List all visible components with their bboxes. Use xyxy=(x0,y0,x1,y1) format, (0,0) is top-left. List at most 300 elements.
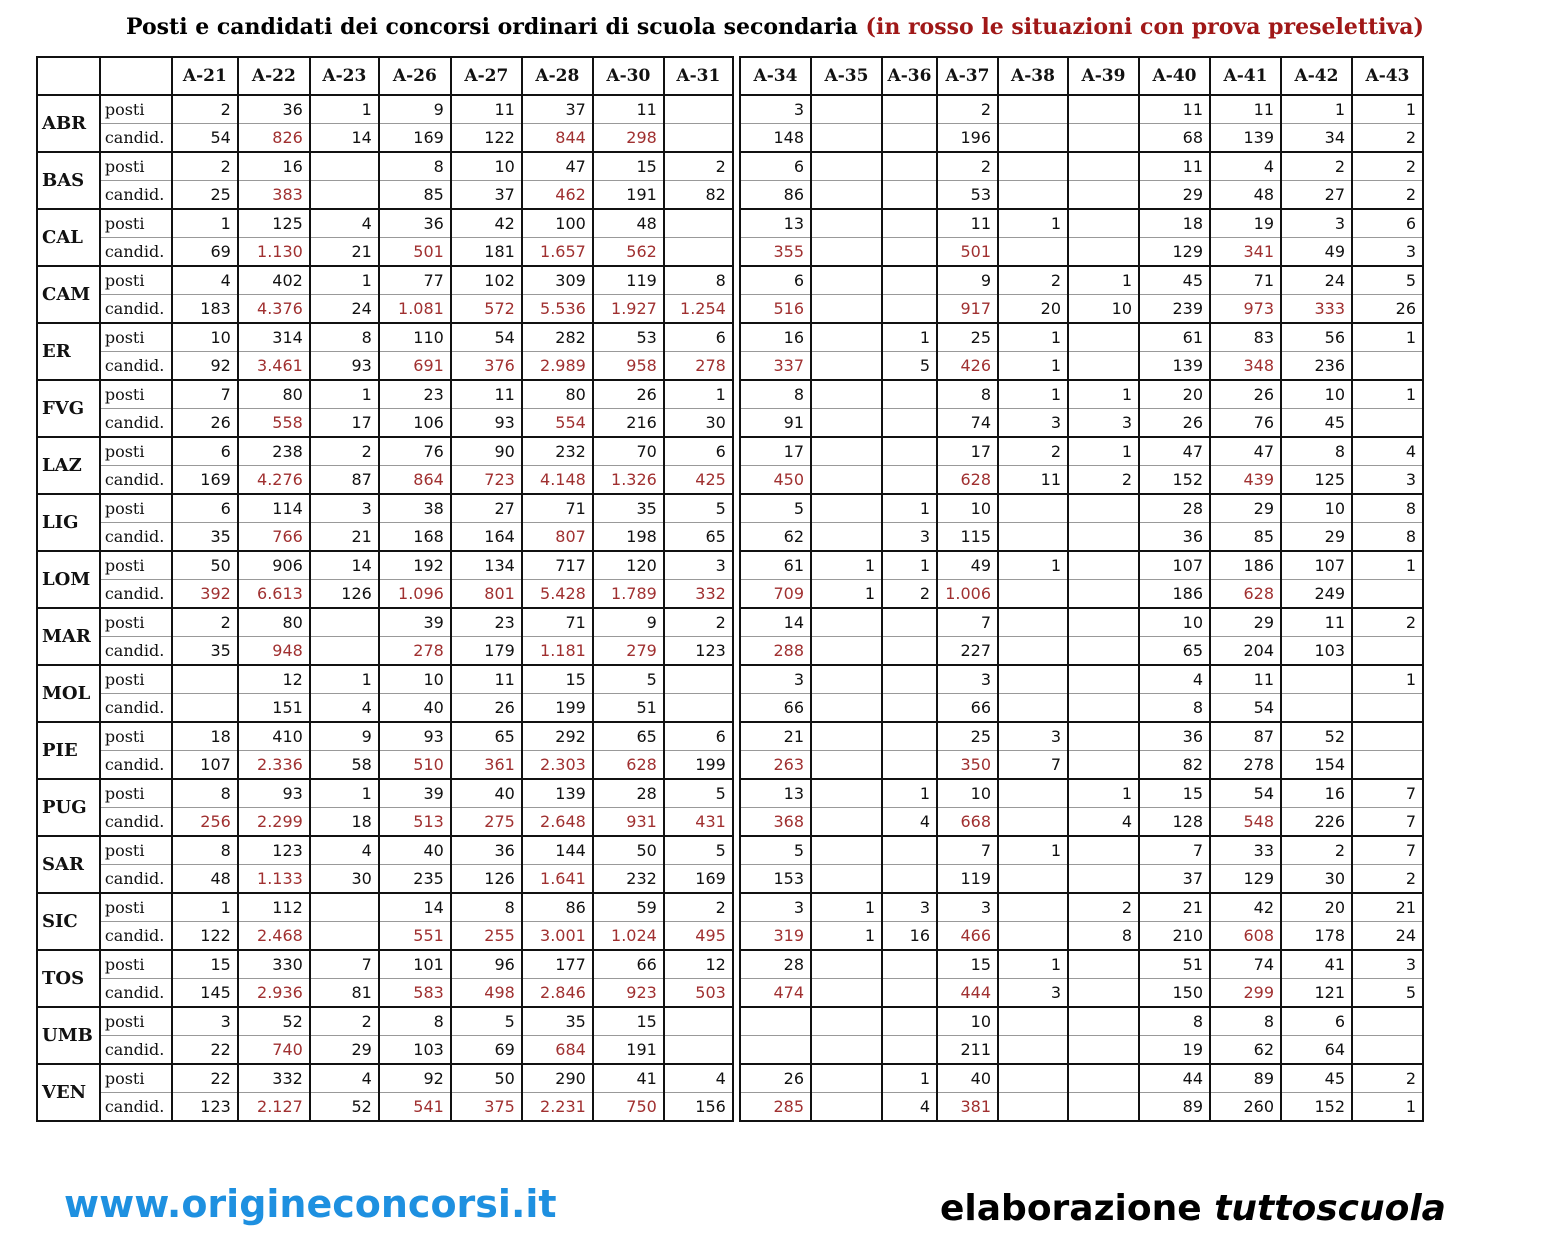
candid-cell: 49 xyxy=(1281,238,1352,267)
table-row xyxy=(37,352,733,381)
posti-cell: 309 xyxy=(522,266,593,295)
candid-cell xyxy=(811,637,882,666)
right-header-row xyxy=(740,57,1423,95)
candid-cell xyxy=(1068,979,1139,1008)
table-row xyxy=(37,124,733,153)
posti-cell: 77 xyxy=(379,266,451,295)
posti-cell: 1 xyxy=(998,836,1068,865)
candid-cell: 439 xyxy=(1210,466,1281,495)
candid-cell: 36 xyxy=(1139,523,1210,552)
posti-cell xyxy=(882,950,937,979)
table-row xyxy=(740,665,1423,694)
posti-cell: 35 xyxy=(522,1007,593,1036)
candid-cell: 66 xyxy=(937,694,998,723)
candid-cell: 121 xyxy=(1281,979,1352,1008)
candid-cell xyxy=(1068,124,1139,153)
table-row xyxy=(740,409,1423,438)
candid-cell: 7 xyxy=(998,751,1068,780)
posti-cell: 14 xyxy=(310,551,379,580)
row-label-posti: posti xyxy=(100,95,172,124)
candid-cell: 2.336 xyxy=(238,751,310,780)
table-row xyxy=(740,437,1423,466)
candid-cell: 54 xyxy=(1210,694,1281,723)
posti-cell: 66 xyxy=(593,950,664,979)
candid-cell xyxy=(998,580,1068,609)
candid-cell xyxy=(811,1036,882,1065)
candid-cell: 2.846 xyxy=(522,979,593,1008)
posti-cell: 15 xyxy=(1139,779,1210,808)
candid-cell xyxy=(740,1036,811,1065)
candid-cell xyxy=(1068,352,1139,381)
posti-cell: 119 xyxy=(593,266,664,295)
posti-cell: 2 xyxy=(172,608,238,637)
posti-cell xyxy=(811,209,882,238)
posti-cell: 2 xyxy=(1281,152,1352,181)
posti-cell: 65 xyxy=(593,722,664,751)
column-header: A-40 xyxy=(1139,57,1210,95)
candid-cell: 4 xyxy=(882,808,937,837)
posti-cell: 3 xyxy=(740,665,811,694)
candid-cell: 684 xyxy=(522,1036,593,1065)
candid-cell: 145 xyxy=(172,979,238,1008)
candid-cell: 8 xyxy=(1352,523,1423,552)
posti-cell: 107 xyxy=(1139,551,1210,580)
candid-cell xyxy=(998,1093,1068,1122)
region-name: TOS xyxy=(37,950,100,1007)
posti-cell xyxy=(1068,1064,1139,1093)
candid-cell: 766 xyxy=(238,523,310,552)
candid-cell: 35 xyxy=(172,637,238,666)
candid-cell xyxy=(664,1036,733,1065)
posti-cell: 70 xyxy=(593,437,664,466)
posti-cell xyxy=(811,437,882,466)
posti-cell: 25 xyxy=(937,323,998,352)
posti-cell: 11 xyxy=(451,95,522,124)
posti-cell: 21 xyxy=(1139,893,1210,922)
row-label-posti: posti xyxy=(100,665,172,694)
posti-cell: 1 xyxy=(998,323,1068,352)
posti-cell xyxy=(664,1007,733,1036)
candid-cell: 1 xyxy=(1352,1093,1423,1122)
table-row xyxy=(37,1064,733,1093)
posti-cell: 9 xyxy=(937,266,998,295)
posti-cell xyxy=(811,152,882,181)
posti-cell: 28 xyxy=(740,950,811,979)
table-row xyxy=(740,209,1423,238)
row-label-candid: candid. xyxy=(100,1093,172,1122)
posti-cell: 93 xyxy=(238,779,310,808)
table-row xyxy=(37,380,733,409)
posti-cell: 8 xyxy=(172,779,238,808)
candid-cell xyxy=(882,751,937,780)
row-label-candid: candid. xyxy=(100,1036,172,1065)
candid-cell xyxy=(1068,238,1139,267)
table-row xyxy=(740,808,1423,837)
posti-cell: 35 xyxy=(593,494,664,523)
candid-cell: 558 xyxy=(238,409,310,438)
candid-cell: 11 xyxy=(998,466,1068,495)
candid-cell: 3 xyxy=(998,979,1068,1008)
candid-cell: 572 xyxy=(451,295,522,324)
left-table xyxy=(36,56,734,1122)
posti-cell xyxy=(811,836,882,865)
posti-cell: 8 xyxy=(1352,494,1423,523)
posti-cell: 2 xyxy=(664,152,733,181)
table-row xyxy=(37,295,733,324)
candid-cell: 923 xyxy=(593,979,664,1008)
table-row xyxy=(740,893,1423,922)
candid-cell: 8 xyxy=(1139,694,1210,723)
candid-cell: 255 xyxy=(451,922,522,951)
candid-cell: 279 xyxy=(593,637,664,666)
candid-cell: 186 xyxy=(1139,580,1210,609)
table-row xyxy=(740,494,1423,523)
posti-cell: 42 xyxy=(451,209,522,238)
candid-cell: 361 xyxy=(451,751,522,780)
table-row xyxy=(37,722,733,751)
candid-cell: 333 xyxy=(1281,295,1352,324)
posti-cell: 11 xyxy=(1281,608,1352,637)
posti-cell: 15 xyxy=(593,152,664,181)
candid-cell: 5.428 xyxy=(522,580,593,609)
region-name: FVG xyxy=(37,380,100,437)
candid-cell xyxy=(998,922,1068,951)
posti-cell: 9 xyxy=(593,608,664,637)
posti-cell: 112 xyxy=(238,893,310,922)
posti-cell: 71 xyxy=(522,608,593,637)
posti-cell xyxy=(310,893,379,922)
posti-cell: 10 xyxy=(937,494,998,523)
title-main: Posti e candidati dei concorsi ordinari di scuola secondaria xyxy=(126,14,858,40)
posti-cell: 6 xyxy=(1281,1007,1352,1036)
posti-cell: 1 xyxy=(882,1064,937,1093)
candid-cell xyxy=(998,865,1068,894)
posti-cell: 59 xyxy=(593,893,664,922)
table-row xyxy=(740,637,1423,666)
posti-cell xyxy=(310,608,379,637)
posti-cell: 10 xyxy=(937,779,998,808)
table-row xyxy=(740,466,1423,495)
candid-cell xyxy=(1352,751,1423,780)
candid-cell xyxy=(1068,865,1139,894)
candid-cell: 24 xyxy=(310,295,379,324)
row-label-candid: candid. xyxy=(100,865,172,894)
candid-cell xyxy=(811,1093,882,1122)
posti-cell xyxy=(811,1064,882,1093)
posti-cell: 332 xyxy=(238,1064,310,1093)
posti-cell: 20 xyxy=(1281,893,1352,922)
candid-cell: 151 xyxy=(238,694,310,723)
posti-cell: 114 xyxy=(238,494,310,523)
row-label-candid: candid. xyxy=(100,352,172,381)
candid-cell: 26 xyxy=(172,409,238,438)
posti-cell: 177 xyxy=(522,950,593,979)
table-row xyxy=(740,751,1423,780)
candid-cell xyxy=(811,181,882,210)
posti-cell: 1 xyxy=(310,779,379,808)
candid-cell xyxy=(882,124,937,153)
candid-cell: 548 xyxy=(1210,808,1281,837)
region-name: ABR xyxy=(37,95,100,152)
candid-cell: 10 xyxy=(1068,295,1139,324)
table-row xyxy=(740,1064,1423,1093)
posti-cell: 4 xyxy=(1139,665,1210,694)
candid-cell: 2.299 xyxy=(238,808,310,837)
posti-cell xyxy=(811,665,882,694)
candid-cell: 1.081 xyxy=(379,295,451,324)
posti-cell: 6 xyxy=(664,722,733,751)
candid-cell: 30 xyxy=(310,865,379,894)
candid-cell xyxy=(811,295,882,324)
candid-cell: 82 xyxy=(664,181,733,210)
candid-cell: 5 xyxy=(1352,979,1423,1008)
candid-cell: 21 xyxy=(310,238,379,267)
candid-cell: 126 xyxy=(310,580,379,609)
table-row xyxy=(37,694,733,723)
candid-cell: 1.181 xyxy=(522,637,593,666)
row-label-candid: candid. xyxy=(100,124,172,153)
column-header: A-21 xyxy=(172,57,238,95)
posti-cell: 12 xyxy=(664,950,733,979)
site-url[interactable]: www.origineconcorsi.it xyxy=(64,1182,557,1226)
candid-cell xyxy=(1068,1093,1139,1122)
posti-cell xyxy=(1352,1007,1423,1036)
posti-cell: 101 xyxy=(379,950,451,979)
posti-cell: 7 xyxy=(937,608,998,637)
posti-cell: 40 xyxy=(937,1064,998,1093)
row-label-candid: candid. xyxy=(100,238,172,267)
candid-cell: 183 xyxy=(172,295,238,324)
candid-cell xyxy=(1352,1036,1423,1065)
candid-cell: 86 xyxy=(740,181,811,210)
candid-cell: 381 xyxy=(937,1093,998,1122)
candid-cell: 2 xyxy=(1068,466,1139,495)
candid-cell: 154 xyxy=(1281,751,1352,780)
candid-cell: 29 xyxy=(1139,181,1210,210)
posti-cell: 238 xyxy=(238,437,310,466)
candid-cell: 226 xyxy=(1281,808,1352,837)
candid-cell: 29 xyxy=(1281,523,1352,552)
posti-cell xyxy=(1352,722,1423,751)
left-header-row xyxy=(37,57,733,95)
corner-cell xyxy=(100,57,172,95)
candid-cell: 128 xyxy=(1139,808,1210,837)
posti-cell: 1 xyxy=(811,893,882,922)
candid-cell: 164 xyxy=(451,523,522,552)
posti-cell xyxy=(882,152,937,181)
posti-cell: 1 xyxy=(310,95,379,124)
posti-cell: 54 xyxy=(1210,779,1281,808)
posti-cell: 1 xyxy=(998,551,1068,580)
row-label-posti: posti xyxy=(100,266,172,295)
posti-cell: 13 xyxy=(740,209,811,238)
table-row xyxy=(37,266,733,295)
column-header: A-42 xyxy=(1281,57,1352,95)
posti-cell: 37 xyxy=(522,95,593,124)
table-row xyxy=(740,608,1423,637)
posti-cell: 14 xyxy=(379,893,451,922)
posti-cell xyxy=(882,1007,937,1036)
candid-cell xyxy=(882,1036,937,1065)
candid-cell xyxy=(310,637,379,666)
candid-cell: 462 xyxy=(522,181,593,210)
posti-cell: 3 xyxy=(882,893,937,922)
candid-cell: 52 xyxy=(310,1093,379,1122)
posti-cell: 1 xyxy=(172,209,238,238)
candid-cell: 1.024 xyxy=(593,922,664,951)
candid-cell: 58 xyxy=(310,751,379,780)
posti-cell: 21 xyxy=(740,722,811,751)
posti-cell: 29 xyxy=(1210,608,1281,637)
region-name: LIG xyxy=(37,494,100,551)
candid-cell: 2.989 xyxy=(522,352,593,381)
candid-cell: 4.376 xyxy=(238,295,310,324)
candid-cell: 1.096 xyxy=(379,580,451,609)
posti-cell: 5 xyxy=(664,494,733,523)
candid-cell: 65 xyxy=(1139,637,1210,666)
posti-cell: 40 xyxy=(379,836,451,865)
column-header: A-31 xyxy=(664,57,733,95)
posti-cell: 36 xyxy=(451,836,522,865)
candid-cell: 1.133 xyxy=(238,865,310,894)
posti-cell: 1 xyxy=(998,380,1068,409)
column-header: A-28 xyxy=(522,57,593,95)
candid-cell: 89 xyxy=(1139,1093,1210,1122)
candid-cell: 103 xyxy=(1281,637,1352,666)
posti-cell: 56 xyxy=(1281,323,1352,352)
candid-cell: 801 xyxy=(451,580,522,609)
candid-cell: 341 xyxy=(1210,238,1281,267)
posti-cell xyxy=(1068,950,1139,979)
candid-cell: 740 xyxy=(238,1036,310,1065)
candid-cell: 2.303 xyxy=(522,751,593,780)
posti-cell: 4 xyxy=(310,1064,379,1093)
posti-cell: 6 xyxy=(740,152,811,181)
posti-cell: 45 xyxy=(1281,1064,1352,1093)
candid-cell xyxy=(1068,637,1139,666)
row-label-candid: candid. xyxy=(100,922,172,951)
region-name: SIC xyxy=(37,893,100,950)
row-label-posti: posti xyxy=(100,893,172,922)
candid-cell: 93 xyxy=(310,352,379,381)
posti-cell: 314 xyxy=(238,323,310,352)
candid-cell: 87 xyxy=(310,466,379,495)
candid-cell: 107 xyxy=(172,751,238,780)
column-header: A-38 xyxy=(998,57,1068,95)
posti-cell: 29 xyxy=(1210,494,1281,523)
candid-cell: 26 xyxy=(1352,295,1423,324)
candid-cell xyxy=(1068,1036,1139,1065)
candid-cell: 53 xyxy=(937,181,998,210)
candid-cell: 76 xyxy=(1210,409,1281,438)
candid-cell: 169 xyxy=(172,466,238,495)
posti-cell xyxy=(998,665,1068,694)
posti-cell: 14 xyxy=(740,608,811,637)
candid-cell: 5 xyxy=(882,352,937,381)
posti-cell: 74 xyxy=(1210,950,1281,979)
candid-cell xyxy=(310,181,379,210)
region-name: CAM xyxy=(37,266,100,323)
posti-cell xyxy=(811,779,882,808)
candid-cell: 1.927 xyxy=(593,295,664,324)
posti-cell: 10 xyxy=(1281,380,1352,409)
posti-cell: 47 xyxy=(1139,437,1210,466)
candid-cell xyxy=(811,124,882,153)
posti-cell xyxy=(998,1064,1068,1093)
candid-cell: 425 xyxy=(664,466,733,495)
candid-cell: 1 xyxy=(811,580,882,609)
posti-cell: 11 xyxy=(1210,95,1281,124)
candid-cell: 122 xyxy=(172,922,238,951)
candid-cell: 376 xyxy=(451,352,522,381)
posti-cell: 36 xyxy=(1139,722,1210,751)
posti-cell: 16 xyxy=(238,152,310,181)
posti-cell xyxy=(882,722,937,751)
posti-cell: 100 xyxy=(522,209,593,238)
region-name: SAR xyxy=(37,836,100,893)
posti-cell: 20 xyxy=(1139,380,1210,409)
posti-cell: 3 xyxy=(937,893,998,922)
posti-cell xyxy=(811,323,882,352)
posti-cell: 1 xyxy=(882,323,937,352)
candid-cell: 211 xyxy=(937,1036,998,1065)
posti-cell: 23 xyxy=(451,608,522,637)
posti-cell: 28 xyxy=(1139,494,1210,523)
posti-cell: 4 xyxy=(310,209,379,238)
posti-cell: 15 xyxy=(593,1007,664,1036)
candid-cell: 227 xyxy=(937,637,998,666)
posti-cell: 26 xyxy=(1210,380,1281,409)
candid-cell: 37 xyxy=(1139,865,1210,894)
table-row xyxy=(37,808,733,837)
candid-cell: 826 xyxy=(238,124,310,153)
posti-cell: 1 xyxy=(882,551,937,580)
posti-cell: 102 xyxy=(451,266,522,295)
candid-cell xyxy=(882,637,937,666)
candid-cell: 125 xyxy=(1281,466,1352,495)
table-row xyxy=(740,779,1423,808)
candid-cell: 119 xyxy=(937,865,998,894)
region-name: LAZ xyxy=(37,437,100,494)
candid-cell xyxy=(998,1036,1068,1065)
row-label-posti: posti xyxy=(100,380,172,409)
candid-cell: 1.006 xyxy=(937,580,998,609)
posti-cell: 186 xyxy=(1210,551,1281,580)
row-label-candid: candid. xyxy=(100,808,172,837)
candid-cell: 169 xyxy=(379,124,451,153)
posti-cell xyxy=(1281,665,1352,694)
posti-cell: 89 xyxy=(1210,1064,1281,1093)
table-row xyxy=(740,238,1423,267)
candid-cell: 513 xyxy=(379,808,451,837)
table-row xyxy=(37,551,733,580)
candid-cell: 431 xyxy=(664,808,733,837)
candid-cell: 1 xyxy=(998,352,1068,381)
table-row xyxy=(37,152,733,181)
posti-cell: 410 xyxy=(238,722,310,751)
candid-cell xyxy=(1068,523,1139,552)
candid-cell: 68 xyxy=(1139,124,1210,153)
candid-cell: 958 xyxy=(593,352,664,381)
posti-cell: 50 xyxy=(172,551,238,580)
candid-cell: 2 xyxy=(1352,181,1423,210)
posti-cell xyxy=(882,95,937,124)
posti-cell xyxy=(998,1007,1068,1036)
candid-cell: 198 xyxy=(593,523,664,552)
posti-cell xyxy=(998,494,1068,523)
candid-cell: 2.231 xyxy=(522,1093,593,1122)
row-label-posti: posti xyxy=(100,608,172,637)
